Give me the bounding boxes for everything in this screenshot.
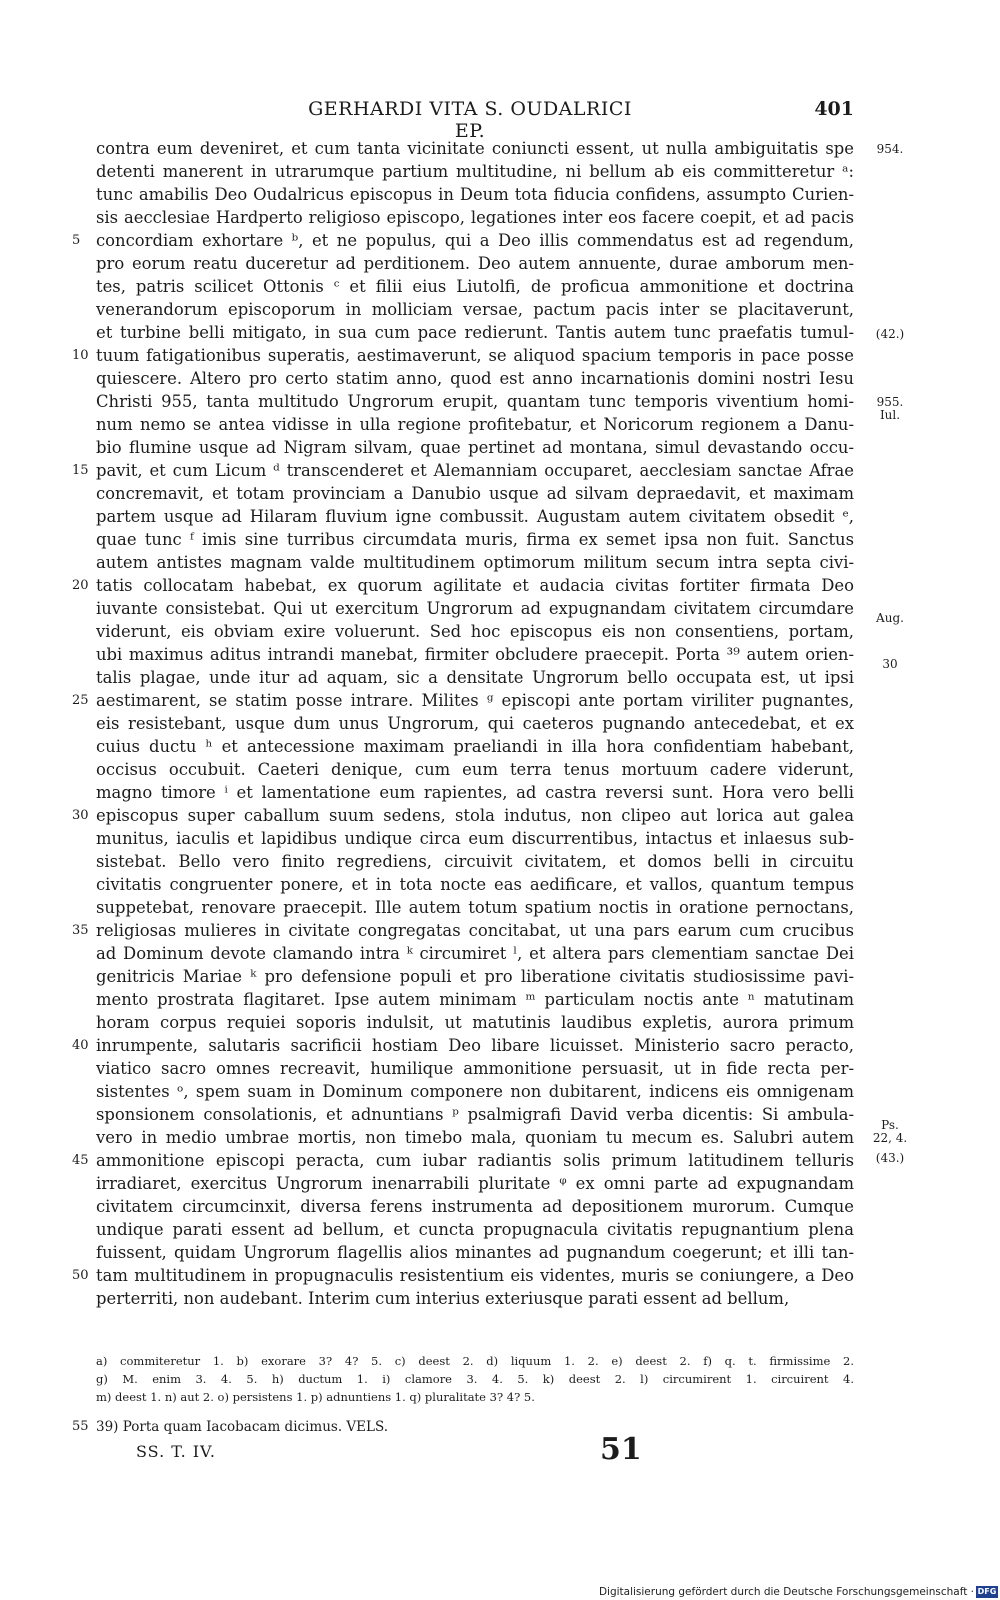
- running-title: GERHARDI VITA S. OUDALRICI EP.: [308, 98, 632, 142]
- text-line: tes, patris scilicet Ottonis ᶜ et filii eius Liutolfi, de proficua ammonitione et doctrina: [96, 277, 854, 296]
- text-line: civitatis congruenter ponere, et in tota nocte eas aedificare, et vallos, quantum tempus: [96, 875, 854, 894]
- text-line: tuum fatigationibus superatis, aestimaverunt, se aliquod spacium temporis in pace posse: [96, 346, 854, 365]
- text-line: concordiam exhortare ᵇ, et ne populus, qui a Deo illis commendatus est ad regendum,: [96, 231, 854, 250]
- line-number-5: 5: [72, 233, 81, 248]
- text-line: quiescere. Altero pro certo statim anno, quod est anno incarnationis domini nostri Iesu: [96, 369, 854, 388]
- line-number-45: 45: [72, 1153, 89, 1168]
- text-line: tunc amabilis Deo Oudalricus episcopus in Deum tota fiducia confidens, assumpto Curien-: [96, 185, 854, 204]
- text-line: episcopus super caballum suum sedens, stola indutus, non clipeo aut lorica aut galea: [96, 806, 854, 825]
- text-line: contra eum deveniret, et cum tanta vicinitate coniuncti essent, ut nulla ambiguitatis spe: [96, 139, 854, 158]
- footer-credit: Digitalisierung gefördert durch die Deutsche Forschungsgemeinschaft ·: [598, 1586, 974, 1598]
- text-line: munitus, iaculis et lapidibus undique circa eum discurrentibus, intactus et inlaesus sub-: [96, 829, 854, 848]
- text-line: tam multitudinem in propugnaculis resistentium eis videntes, muris se coniungere, a Deo: [96, 1266, 854, 1285]
- text-line: sistentes ᵒ, spem suam in Dominum componere non dubitarent, indicens eis omnigenam: [96, 1082, 854, 1101]
- text-line: sistebat. Bello vero finito regrediens, circuivit civitatem, et domos belli in circuitu: [96, 852, 854, 871]
- text-line: bio flumine usque ad Nigram silvam, quae pertinet ad montana, simul devastando occu-: [96, 438, 854, 457]
- text-line: quae tunc ᶠ imis sine turribus circumdata muris, firma ex semet ipsa non fuit. Sanctus: [96, 530, 854, 549]
- line-number-25: 25: [72, 693, 89, 708]
- footnotes: [96, 1352, 854, 1406]
- text-line: mento prostrata flagitaret. Ipse autem minimam ᵐ particulam noctis ante ⁿ matutinam: [96, 990, 854, 1009]
- text-line: viderunt, eis obviam exire voluerunt. Sed hoc episcopus eis non consentiens, portam,: [96, 622, 854, 641]
- editor-note-line-number: 55: [72, 1419, 89, 1434]
- text-line: venerandorum episcoporum in molliciam versae, pactum pacis inter se placitaverunt,: [96, 300, 854, 319]
- margin-note-day-30: 30: [882, 657, 898, 671]
- text-line: religiosas mulieres in civitate congregatas concitabat, ut una pars earum cum crucibus: [96, 921, 854, 940]
- line-number-15: 15: [72, 463, 89, 478]
- line-number-20: 20: [72, 578, 89, 593]
- footnote-line: a) commiteretur 1. b) exorare 3? 4? 5. c) deest 2. d) liquum 1. 2. e) deest 2. f) q. t. firmissime 2.: [96, 1354, 854, 1368]
- text-line: fuissent, quidam Ungrorum flagellis alios minantes ad pugnandum coegerunt; et illi tan-: [96, 1243, 854, 1262]
- text-line: et turbine belli mitigato, in sua cum pace redierunt. Tantis autem tunc praefatis tumul-: [96, 323, 854, 342]
- text-line: pro eorum reatu duceretur ad perditionem. Deo autem annuente, durae amborum men-: [96, 254, 854, 273]
- line-number-10: 10: [72, 348, 89, 363]
- text-line: Christi 955, tanta multitudo Ungrorum erupit, quantam tunc temporis viventium homi-: [96, 392, 854, 411]
- text-line: sis aecclesiae Hardperto religioso episcopo, legationes inter eos facere coepit, et ad pacis: [96, 208, 854, 227]
- sheet-number: 51: [600, 1432, 642, 1467]
- page-number: 401: [814, 98, 854, 120]
- margin-note-month-aug: Aug.: [876, 611, 904, 625]
- text-line: pavit, et cum Licum ᵈ transcenderet et Alemanniam occuparet, aecclesiam sanctae Afrae: [96, 461, 854, 480]
- margin-note-month-iul: Iul.: [879, 408, 901, 422]
- text-line: eis resistebant, usque dum unus Ungrorum, qui caeteros pugnando antecedebat, et ex: [96, 714, 854, 733]
- text-line: inrumpente, salutaris sacrificii hostiam Deo libare licuisset. Ministerio sacro peracto,: [96, 1036, 854, 1055]
- text-line: sponsionem consolationis, et adnuntians ᵖ psalmigrafi David verba dicentis: Si ambula-: [96, 1105, 854, 1124]
- text-line: civitatem circumcinxit, diversa ferens instrumenta ad depositionem murorum. Cumque: [96, 1197, 854, 1216]
- line-number-35: 35: [72, 923, 89, 938]
- text-line: aestimarent, se statim posse intrare. Milites ᵍ episcopi ante portam viriliter pugnantes,: [96, 691, 854, 710]
- footnote-line: m) deest 1. n) aut 2. o) persistens 1. p) adnuntiens 1. q) pluralitate 3? 4? 5.: [96, 1390, 535, 1404]
- line-number-50: 50: [72, 1268, 89, 1283]
- text-line: ad Dominum devote clamando intra ᵏ circumiret ˡ, et altera pars clementiam sanctae Dei: [96, 944, 854, 963]
- text-line: autem antistes magnam valde multitudinem optimorum militum secum intra septa civi-: [96, 553, 854, 572]
- margin-note-chapter-43: (43.): [875, 1151, 905, 1165]
- margin-note-psalm: Ps.: [881, 1118, 899, 1132]
- text-line: occisus occubuit. Caeteri denique, cum eum terra tenus mortuum cadere viderunt,: [96, 760, 854, 779]
- signature-mark: SS. T. IV.: [136, 1442, 216, 1461]
- text-line: perterriti, non audebant. Interim cum interius exteriusque parati essent ad bellum,: [96, 1289, 790, 1308]
- margin-note-psalm-ref: 22, 4.: [872, 1131, 908, 1145]
- line-number-30: 30: [72, 808, 89, 823]
- margin-note-year-954: 954.: [876, 142, 904, 156]
- line-number-40: 40: [72, 1038, 89, 1053]
- text-line: suppetebat, renovare praecepit. Ille autem totum spatium noctis in oratione pernoctans,: [96, 898, 854, 917]
- text-line: viatico sacro omnes recreavit, humilique ammonitione persuasit, ut in fide recta per-: [96, 1059, 854, 1078]
- text-line: iuvante consistebat. Qui ut exercitum Ungrorum ad expugnandam civitatem circumdare: [96, 599, 854, 618]
- text-line: magno timore ⁱ et lamentatione eum rapientes, ad castra reversi sunt. Hora vero belli: [96, 783, 854, 802]
- text-line: ubi maximus aditus intrandi manebat, firmiter obcludere praecepit. Porta ³⁹ autem orien-: [96, 645, 854, 664]
- editor-note: 39) Porta quam Iacobacam dicimus. VELS.: [96, 1419, 389, 1435]
- text-line: vero in medio umbrae mortis, non timebo mala, quoniam tu mecum es. Salubri autem: [96, 1128, 854, 1147]
- text-line: genitricis Mariae ᵏ pro defensione populi et pro liberatione civitatis studiosissime pavi-: [96, 967, 854, 986]
- text-line: talis plagae, unde itur ad aquam, sic a densitate Ungrorum bello occupata est, ut ipsi: [96, 668, 854, 687]
- dfg-logo: DFG: [977, 1587, 997, 1596]
- text-line: undique parati essent ad bellum, et cuncta propugnacula civitatis repugnantium plena: [96, 1220, 854, 1239]
- margin-note-year-955: 955.: [876, 395, 904, 409]
- text-line: horam corpus requiei soporis indulsit, ut matutinis laudibus expletis, aurora primum: [96, 1013, 854, 1032]
- text-line: cuius ductu ʰ et antecessione maximam praeliandi in illa hora confidentiam habebant,: [96, 737, 854, 756]
- footnote-line: g) M. enim 3. 4. 5. h) ductum 1. i) clamore 3. 4. 5. k) deest 2. l) circumirent 1. circuirent 4.: [96, 1372, 854, 1386]
- text-line: detenti manerent in utrarumque partium multitudine, ni bellum ab eis committeretur ᵃ:: [96, 162, 854, 181]
- text-line: irradiaret, exercitus Ungrorum inenarrabili pluritate ᵠ ex omni parte ad expugnandam: [96, 1174, 854, 1193]
- text-line: concremavit, et totam provinciam a Danubio usque ad silvam depraedavit, et maximam: [96, 484, 854, 503]
- text-line: partem usque ad Hilaram fluvium igne combussit. Augustam autem civitatem obsedit ᵉ,: [96, 507, 854, 526]
- digitization-footer: [0, 1584, 1000, 1600]
- text-line: tatis collocatam habebat, ex quorum agilitate et audacia civitas fortiter firmata Deo: [96, 576, 854, 595]
- text-line: ammonitione episcopi peracta, cum iubar radiantis solis primum latitudinem telluris: [96, 1151, 854, 1170]
- text-line: num nemo se antea vidisse in ulla regione profitebatur, et Noricorum regionem a Danu-: [96, 415, 854, 434]
- margin-note-chapter-42: (42.): [875, 327, 905, 341]
